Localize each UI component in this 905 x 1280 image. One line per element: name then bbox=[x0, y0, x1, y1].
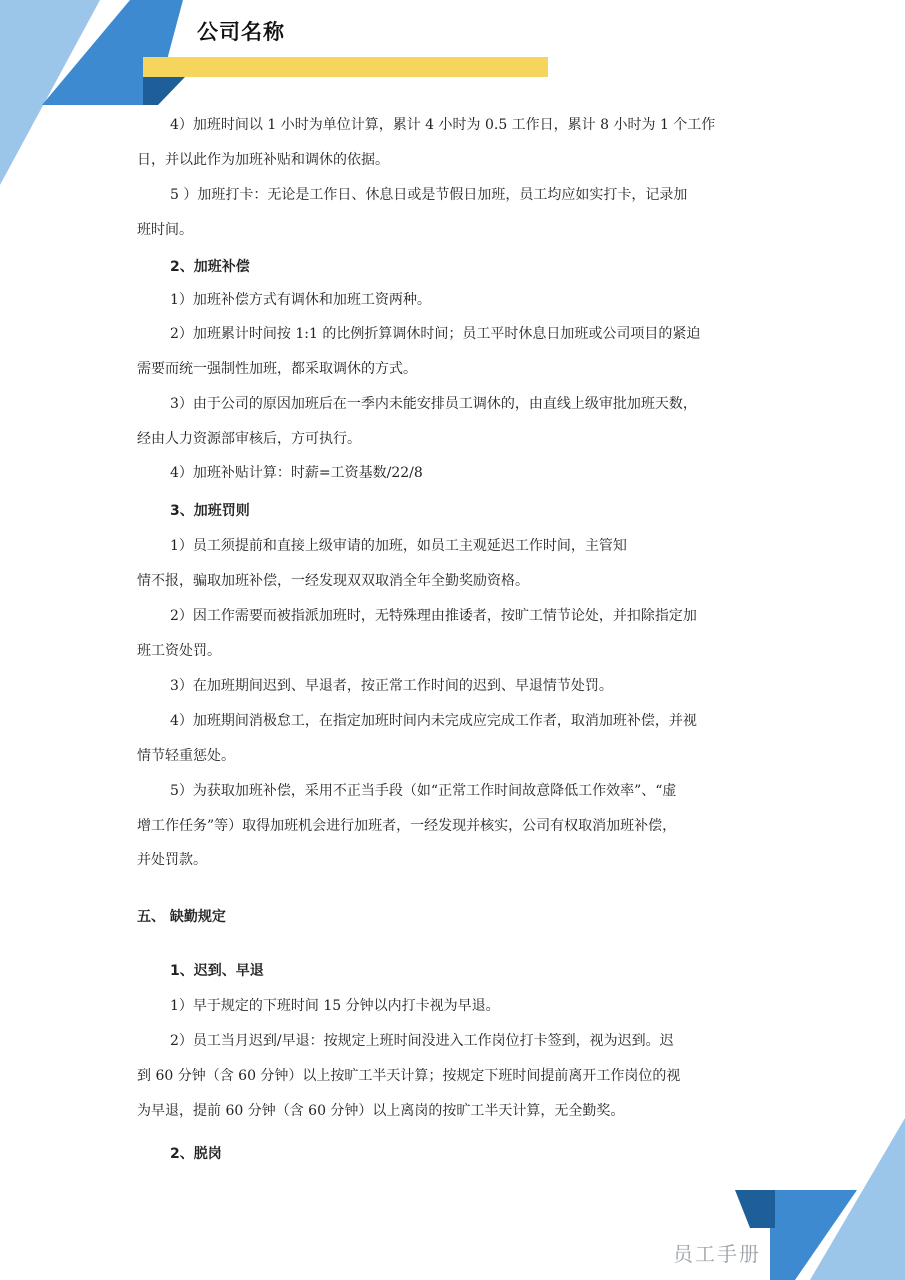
company-name: 公司名称 bbox=[197, 20, 285, 44]
paragraph-line: 日，并以此作为加班补贴和调休的依据。 bbox=[137, 152, 389, 168]
paragraph-line: 到 60 分钟（含 60 分钟）以上按旷工半天计算；按规定下班时间提前离开工作岗位的视 bbox=[137, 1068, 681, 1084]
paragraph-line: 班工资处罚。 bbox=[137, 643, 221, 659]
paragraph-line: 4）加班期间消极怠工，在指定加班时间内未完成应完成工作者，取消加班补偿，并视 bbox=[170, 713, 697, 729]
paragraph-line: 3）在加班期间迟到、早退者，按正常工作时间的迟到、早退情节处罚。 bbox=[170, 678, 613, 694]
paragraph-line: 2）因工作需要而被指派加班时，无特殊理由推诿者，按旷工情节论处，并扣除指定加 bbox=[170, 608, 697, 624]
paragraph-line: 班时间。 bbox=[137, 222, 193, 238]
paragraph-line: 经由人力资源部审核后，方可执行。 bbox=[137, 431, 361, 447]
paragraph-line: 5）为获取加班补偿，采用不正当手段（如“正常工作时间故意降低工作效率”、“虚 bbox=[170, 783, 677, 799]
paragraph-line: 3）由于公司的原因加班后在一季内未能安排员工调休的，由直线上级审批加班天数， bbox=[170, 396, 697, 412]
top-left-dark-shape bbox=[143, 77, 185, 105]
section-heading: 2、加班补偿 bbox=[170, 259, 250, 275]
paragraph-line: 并处罚款。 bbox=[137, 852, 207, 868]
paragraph-line: 1）早于规定的下班时间 15 分钟以内打卡视为早退。 bbox=[170, 998, 500, 1014]
paragraph-line: 增工作任务”等）取得加班机会进行加班者，一经发现并核实，公司有权取消加班补偿， bbox=[137, 818, 677, 834]
paragraph-line: 1）加班补偿方式有调休和加班工资两种。 bbox=[170, 292, 431, 308]
paragraph-line: 需要而统一强制性加班，都采取调休的方式。 bbox=[137, 361, 417, 377]
section-heading: 3、加班罚则 bbox=[170, 503, 250, 519]
section-heading: 1、迟到、早退 bbox=[170, 963, 264, 979]
footer-label: 员工手册 bbox=[673, 1242, 761, 1266]
paragraph-line: 情节轻重惩处。 bbox=[137, 748, 235, 764]
bottom-right-dark-shape bbox=[735, 1190, 775, 1228]
paragraph-line: 4）加班时间以 1 小时为单位计算，累计 4 小时为 0.5 工作日，累计 8 小时为 1 个工作 bbox=[170, 117, 716, 133]
paragraph-line: 2）加班累计时间按 1:1 的比例折算调休时间；员工平时休息日加班或公司项目的紧迫 bbox=[170, 326, 701, 342]
paragraph-line: 情不报，骗取加班补偿，一经发现双双取消全年全勤奖励资格。 bbox=[137, 573, 529, 589]
paragraph-line: 4）加班补贴计算：时薪=工资基数/22/8 bbox=[170, 465, 423, 481]
section-heading: 五、 缺勤规定 bbox=[137, 909, 226, 925]
paragraph-line: 5 ）加班打卡：无论是工作日、休息日或是节假日加班，员工均应如实打卡，记录加 bbox=[170, 187, 688, 203]
header-yellow-bar bbox=[143, 57, 548, 77]
paragraph-line: 2）员工当月迟到/早退：按规定上班时间没进入工作岗位打卡签到，视为迟到。迟 bbox=[170, 1033, 674, 1049]
paragraph-line: 1）员工须提前和直接上级审请的加班，如员工主观延迟工作时间，主管知 bbox=[170, 538, 627, 554]
section-heading: 2、脱岗 bbox=[170, 1146, 222, 1162]
paragraph-line: 为早退，提前 60 分钟（含 60 分钟）以上离岗的按旷工半天计算，无全勤奖。 bbox=[137, 1103, 625, 1119]
